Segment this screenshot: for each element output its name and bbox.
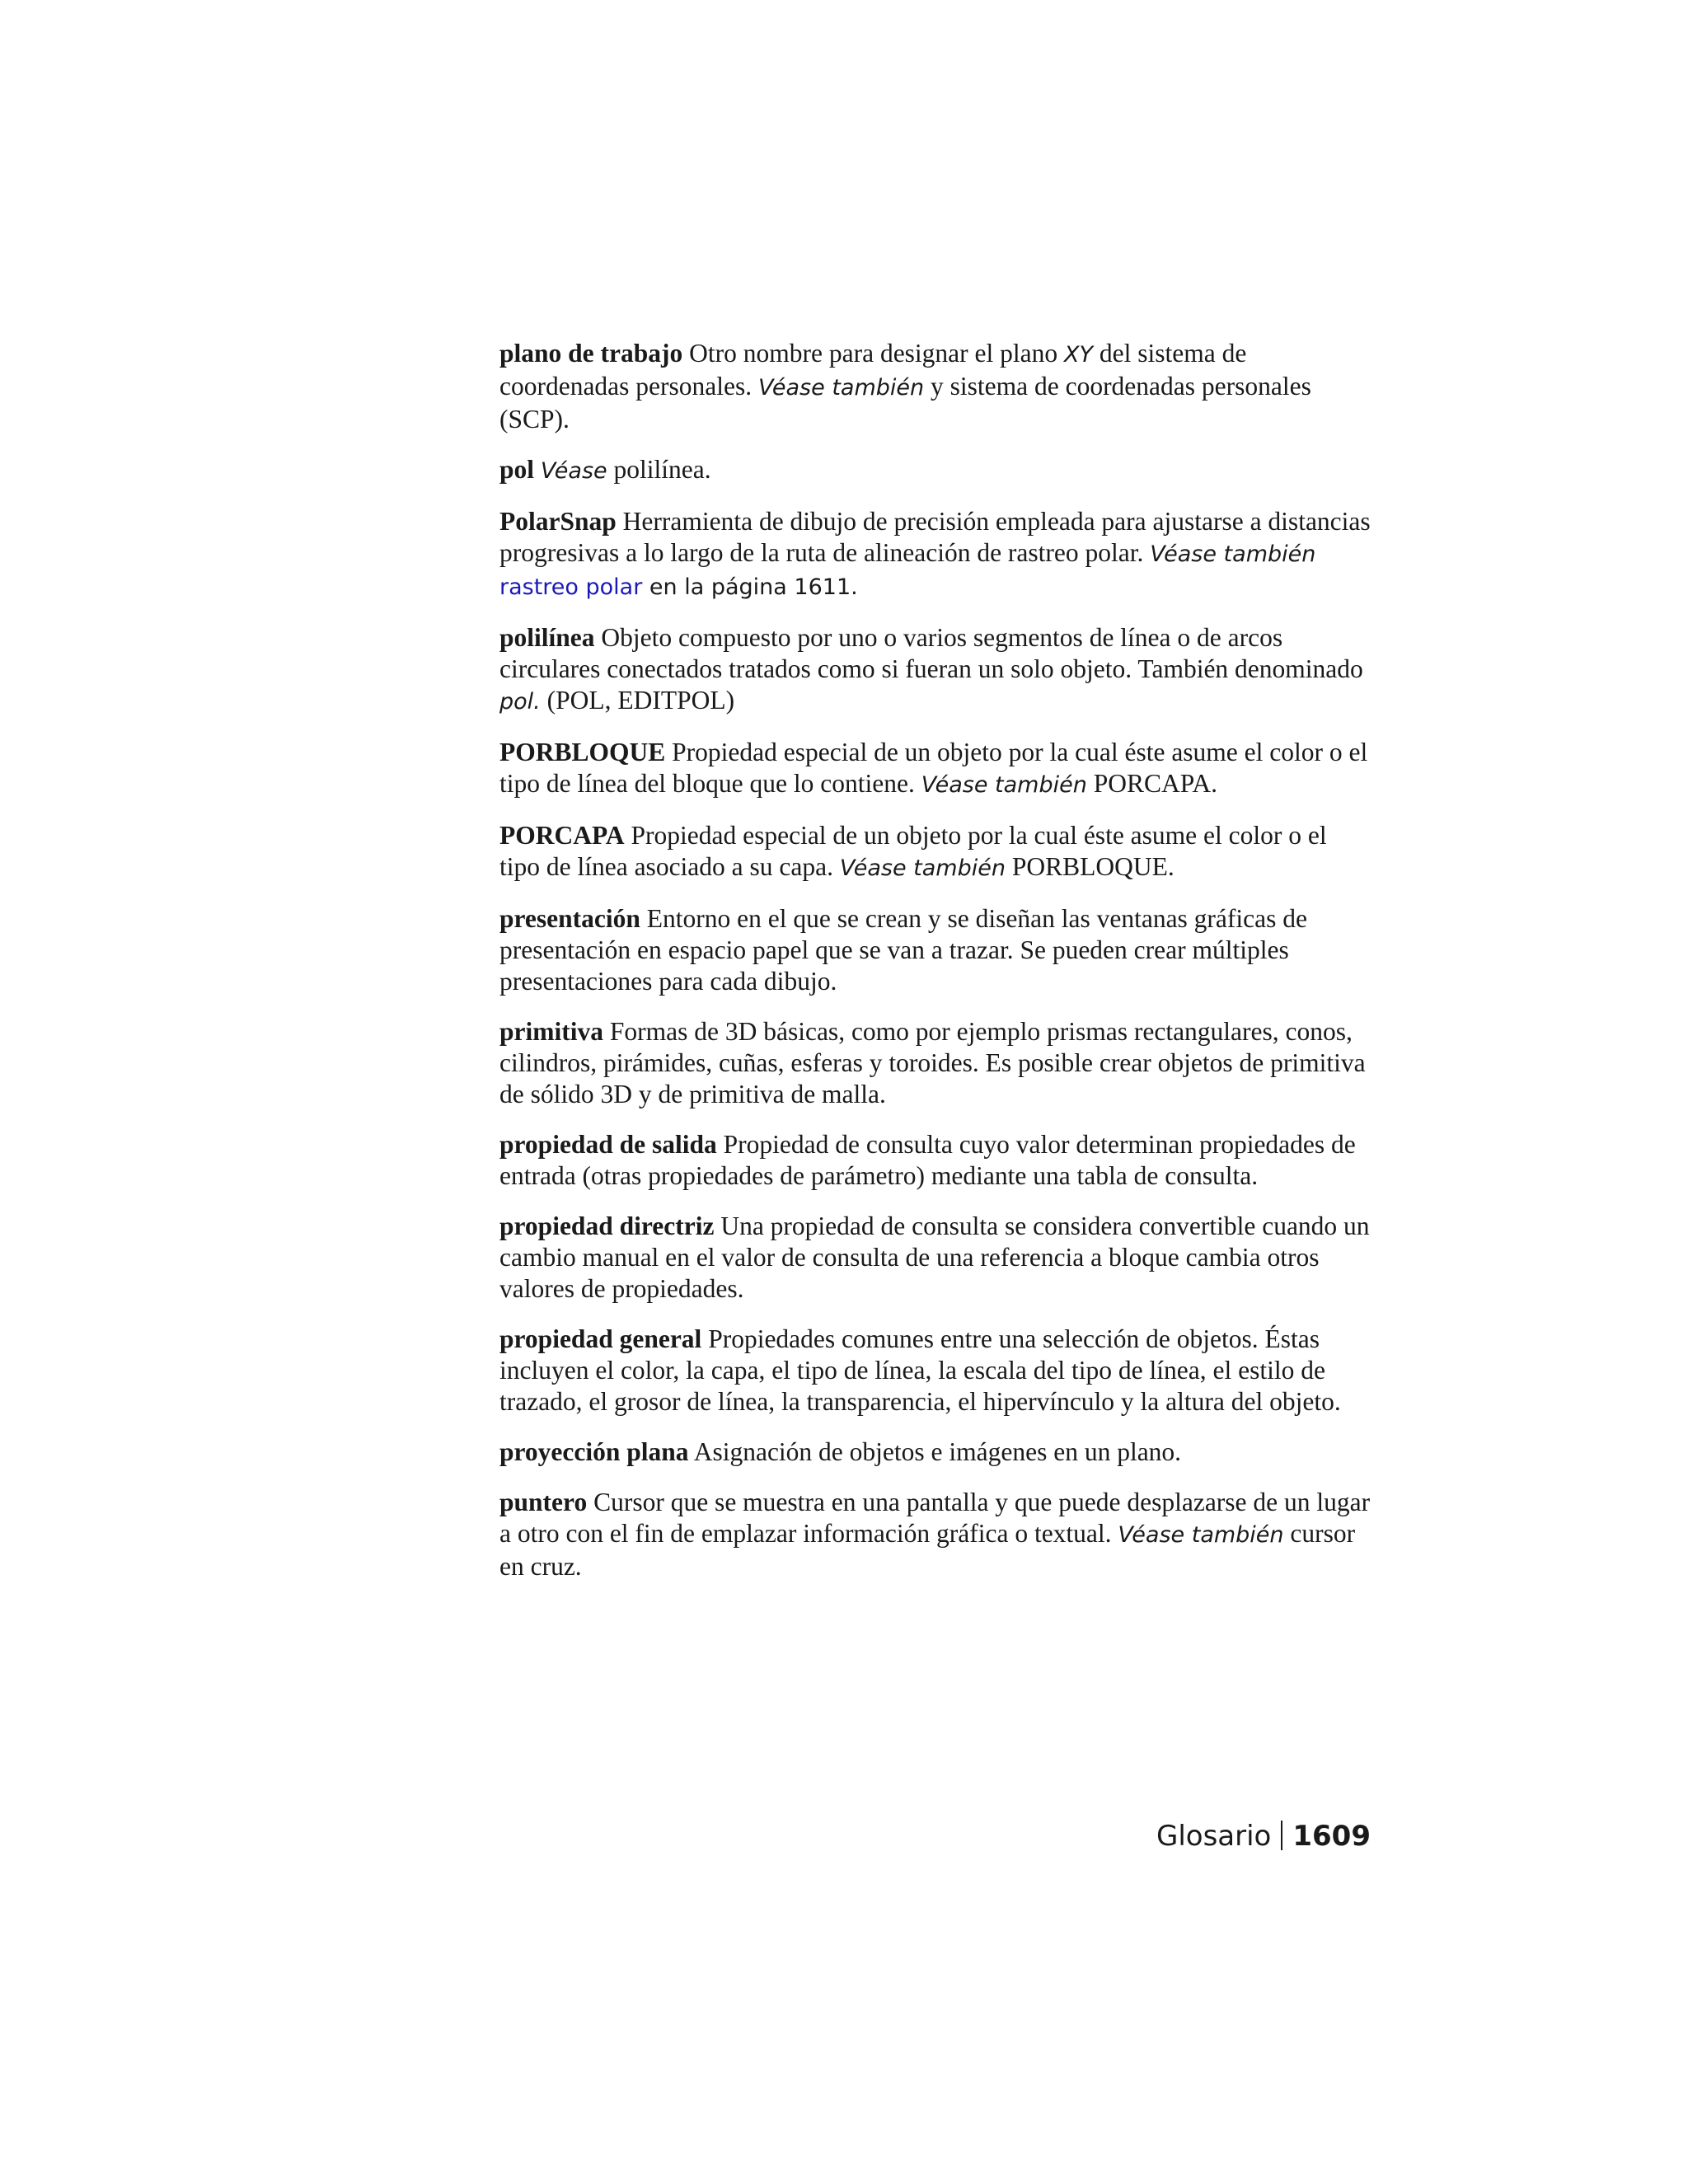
glossary-term: PolarSnap <box>499 507 617 536</box>
glossary-entry-presentacion <box>499 903 1373 997</box>
definition-text: PORCAPA. <box>1086 769 1218 798</box>
footer-separator <box>1281 1821 1282 1850</box>
definition-text: Formas de 3D básicas, como por ejemplo prismas rectangulares, conos, cilindros, pirámides, cuñas, esferas y toroides. Es posible crear objetos de primitiva de sólido 3D y de primitiva de malla. <box>499 1017 1366 1108</box>
definition-text: Propiedad especial de un objeto por la cual éste asume el color o el tipo de línea asociado a su capa. <box>499 821 1327 881</box>
abbreviation: pol. <box>499 689 541 715</box>
glossary-term: propiedad directriz <box>499 1212 715 1240</box>
definition-text: Objeto compuesto por uno o varios segmentos de línea o de arcos circulares conectados tratados como si fueran un solo objeto. También denominado <box>499 623 1363 683</box>
page-reference: en la página 1611. <box>642 574 858 600</box>
rastreo-polar-link[interactable]: rastreo polar <box>499 574 643 600</box>
glossary-term: PORCAPA <box>499 821 625 850</box>
definition-text: cursor en cruz. <box>499 1519 1356 1581</box>
see-label: Véase <box>540 458 607 484</box>
definition-text: Herramienta de dibujo de precisión empleada para ajustarse a distancias progresivas a lo largo de la ruta de alineación de rastreo polar. <box>499 507 1371 567</box>
definition-text: Asignación de objetos e imágenes en un plano. <box>688 1437 1182 1466</box>
definition-text: y sistema de coordenadas personales (SCP). <box>499 372 1311 434</box>
glossary-term: presentación <box>499 904 640 933</box>
glossary-entry-propiedad-general <box>499 1324 1373 1418</box>
glossary-term: polilínea <box>499 623 595 652</box>
see-also-label: Véase también <box>1118 1522 1284 1548</box>
glossary-entry-propiedad-de-salida <box>499 1129 1373 1192</box>
page-footer <box>1156 1820 1371 1853</box>
see-also-label: Véase también <box>839 855 1006 881</box>
definition-text: Entorno en el que se crean y se diseñan las ventanas gráficas de presentación en espacio papel que se van a trazar. Se pueden crear múltiples presentaciones para cada dibujo. <box>499 904 1307 996</box>
glossary-entry-polilinea <box>499 622 1373 718</box>
glossary-term: propiedad general <box>499 1324 702 1353</box>
see-also-label: Véase también <box>921 772 1087 798</box>
glossary-entry-polarsnap <box>499 506 1373 603</box>
glossary-entry-primitiva <box>499 1016 1373 1110</box>
definition-text: Propiedades comunes entre una selección de objetos. Éstas incluyen el color, la capa, el tipo de línea, la escala del tipo de línea, el estilo de trazado, el grosor de línea, la transparencia, el hipervínculo y la altura del objeto. <box>499 1324 1341 1416</box>
glossary-entry-propiedad-directriz <box>499 1211 1373 1305</box>
xy-plane-label: XY <box>1064 342 1093 368</box>
glossary-entry-porbloque <box>499 737 1373 801</box>
see-also-label: Véase también <box>758 375 925 401</box>
definition-text: PORBLOQUE. <box>1005 852 1175 881</box>
glossary-entries <box>499 338 1373 1601</box>
glossary-term: PORBLOQUE <box>499 738 666 766</box>
glossary-term: pol <box>499 455 535 484</box>
glossary-entry-porcapa <box>499 820 1373 884</box>
page-number: 1609 <box>1292 1820 1371 1853</box>
glossary-entry-proyeccion-plana <box>499 1436 1373 1468</box>
definition-text: Cursor que se muestra en una pantalla y que puede desplazarse de un lugar a otro con el fin de emplazar información gráfica o textual. <box>499 1488 1371 1548</box>
definition-text: Propiedad de consulta cuyo valor determinan propiedades de entrada (otras propiedades de parámetro) mediante una tabla de consulta. <box>499 1130 1356 1190</box>
glossary-term: propiedad de salida <box>499 1130 717 1159</box>
definition-text: Propiedad especial de un objeto por la cual éste asume el color o el tipo de línea del bloque que lo contiene. <box>499 738 1368 798</box>
glossary-term: plano de trabajo <box>499 339 683 368</box>
glossary-entry-puntero <box>499 1487 1373 1582</box>
definition-text: polilínea. <box>607 455 711 484</box>
section-name: Glosario <box>1156 1820 1272 1853</box>
glossary-entry-pol <box>499 454 1373 487</box>
definition-text: (POL, EDITPOL) <box>540 686 735 715</box>
see-also-label: Véase también <box>1150 541 1316 567</box>
glossary-term: proyección plana <box>499 1437 689 1466</box>
glossary-term: primitiva <box>499 1017 603 1046</box>
definition-text: Una propiedad de consulta se considera convertible cuando un cambio manual en el valor de consulta de una referencia a bloque cambia otros valores de propiedades. <box>499 1212 1370 1303</box>
definition-text: del sistema de coordenadas personales. <box>499 339 1247 401</box>
definition-text: Otro nombre para designar el plano <box>682 339 1064 368</box>
glossary-term: puntero <box>499 1488 588 1516</box>
glossary-entry-plano-de-trabajo <box>499 338 1373 435</box>
